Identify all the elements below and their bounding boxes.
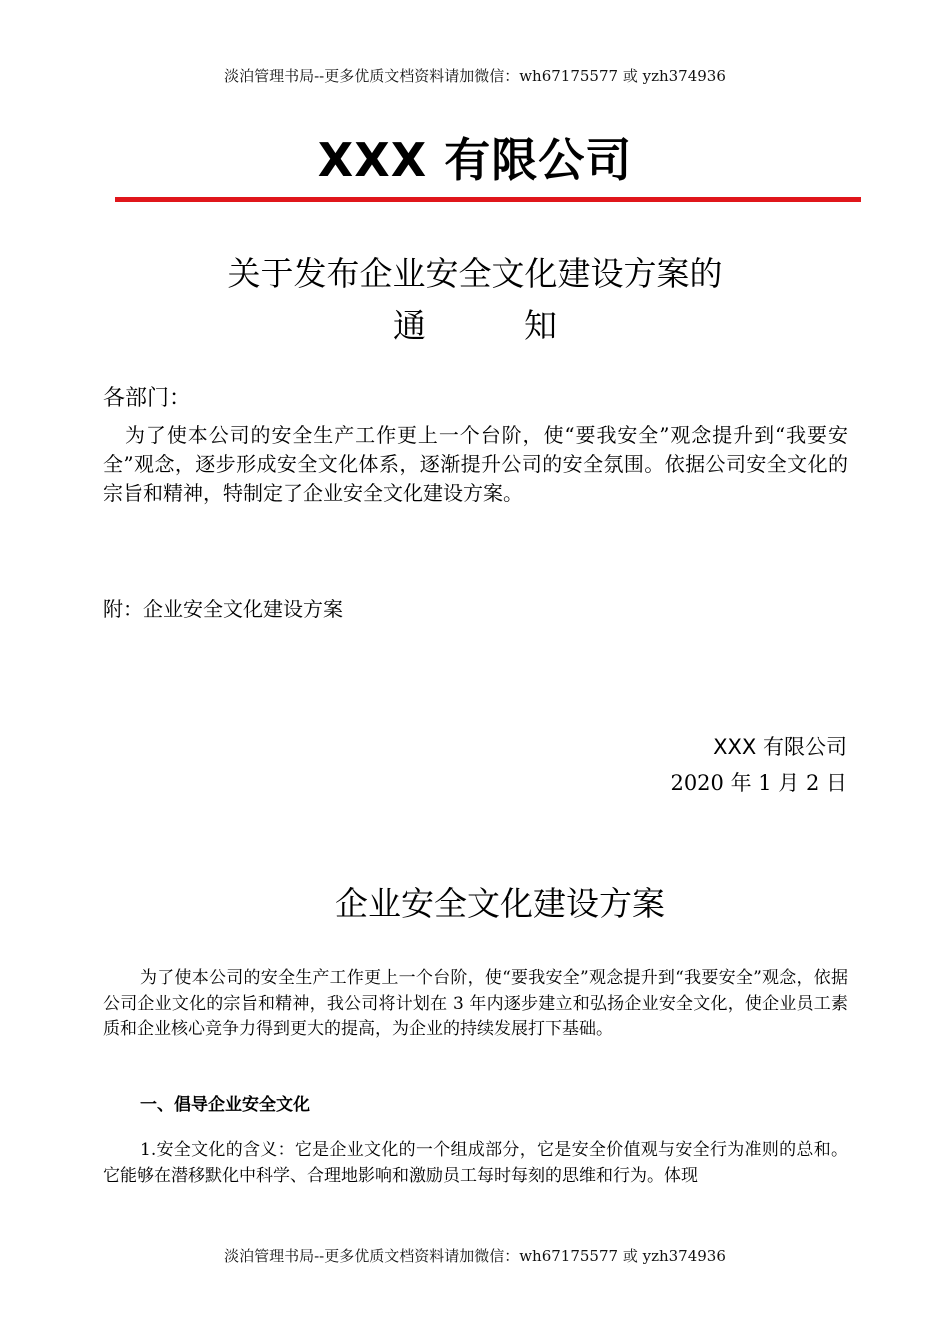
attachment-line: 附：企业安全文化建设方案 [103, 597, 343, 621]
notice-body: 为了使本公司的安全生产工作更上一个台阶，使“要我安全”观念提升到“我要安全”观念，逐步形成安全文化体系，逐渐提升公司的安全氛围。依据公司安全文化的宗旨和精神，特制定了企业安全文化建设方案。 [103, 423, 848, 505]
red-divider-rule [115, 197, 861, 202]
plan-intro: 为了使本公司的安全生产工作更上一个台阶，使“要我安全”观念提升到“我要安全”观念，依据公司企业文化的宗旨和精神，我公司将计划在 3 年内逐步建立和弘扬企业安全文化，使企业员工素质和企业核心竞争力得到更大的提高，为企业的持续发展打下基础。 [103, 968, 848, 1039]
signature-date: 2020 年 1 月 2 日 [670, 771, 847, 795]
section-heading: 一、倡导企业安全文化 [140, 1095, 310, 1115]
notice-title-char-1: 通 [393, 306, 426, 345]
notice-title-line2 [0, 304, 950, 348]
signature-company: XXX 有限公司 [713, 735, 847, 759]
company-title: XXX 有限公司 [317, 133, 633, 187]
salutation: 各部门： [103, 386, 192, 411]
notice-title-char-2: 知 [524, 306, 557, 345]
plan-title: 企业安全文化建设方案 [335, 884, 665, 923]
header-note: 淡泊管理书局--更多优质文档资料请加微信：wh67175577 或 yzh374936 [224, 67, 726, 85]
notice-title: 关于发布企业安全文化建设方案的 [227, 254, 723, 293]
item-paragraph: 1.安全文化的含义：它是企业文化的一个组成部分，它是安全价值观与安全行为准则的总和。它能够在潜移默化中科学、合理地影响和激励员工每时每刻的思维和行为。体现 [103, 1140, 848, 1186]
footer-note: 淡泊管理书局--更多优质文档资料请加微信：wh67175577 或 yzh374936 [224, 1247, 726, 1265]
